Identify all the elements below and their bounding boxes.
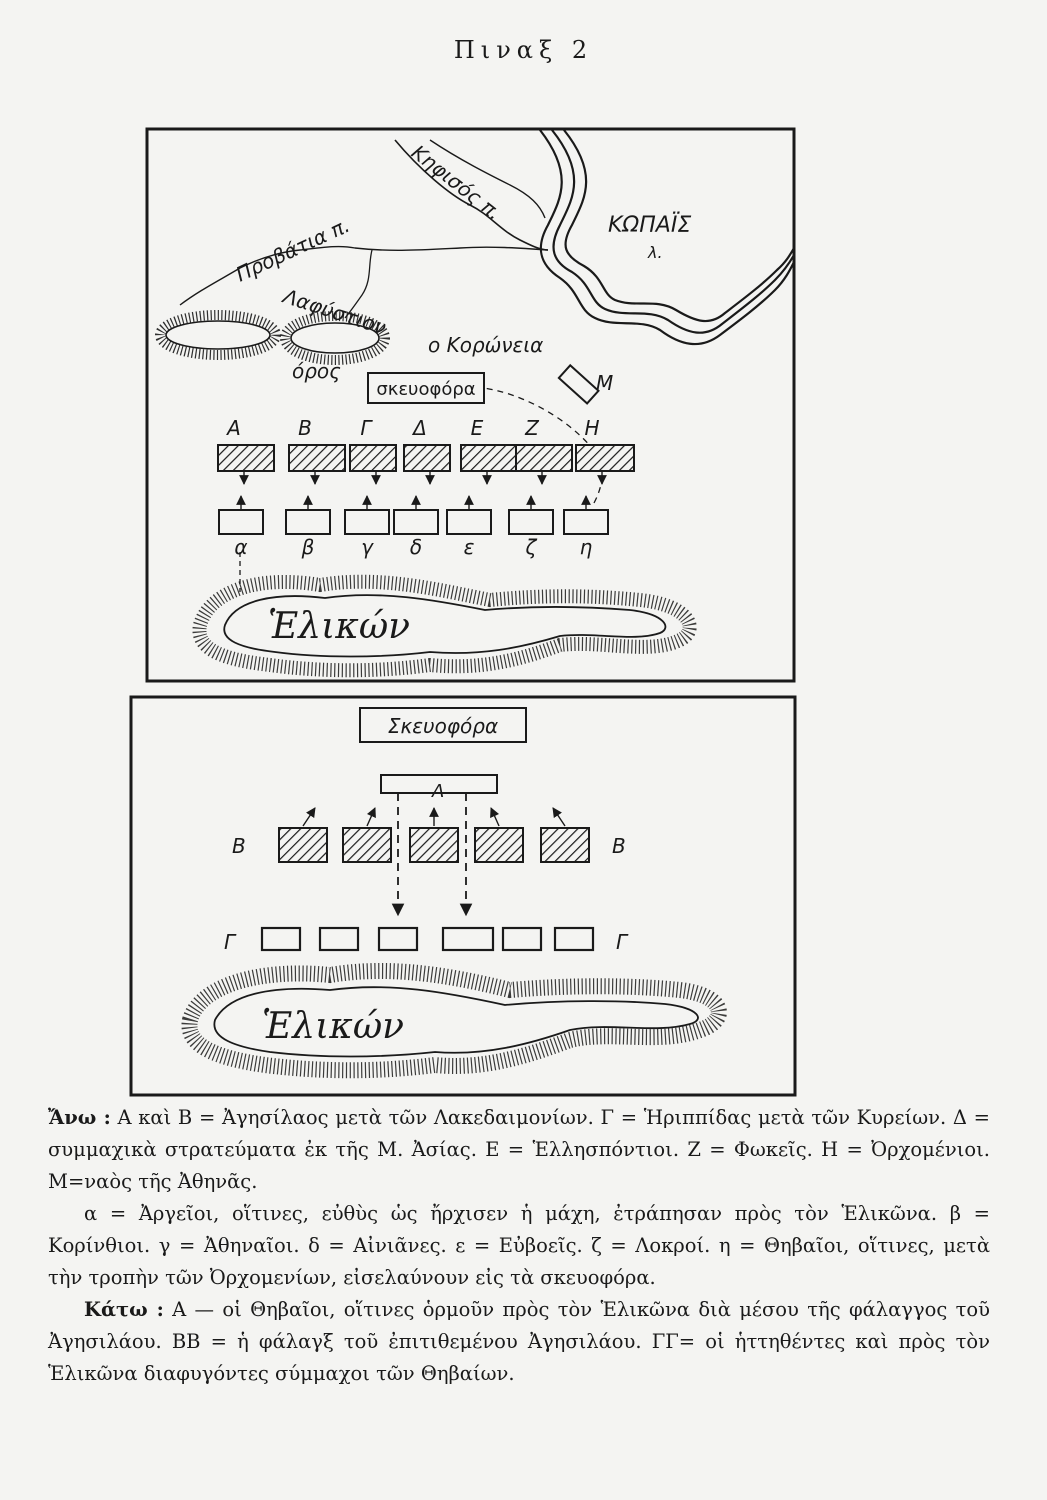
- baggage-label-bottom: Σκευοφόρα: [387, 714, 499, 738]
- defeated-ally-unit-4: [503, 928, 541, 950]
- upper-unit-block-3: [404, 445, 450, 471]
- koroneia-label: ο Κορώνεια: [428, 333, 544, 357]
- caption-text-bottom: Α — οἱ Θηβαῖοι, οἵτινες ὁρμοῦν πρὸς τὸν Ἑλικῶνα διὰ μέσου τῆς φάλαγγος τοῦ Ἀγησιλάου. ΒΒ = ἡ φάλαγξ τοῦ ἐπιτιθεμένου Ἀγησιλάου. ΓΓ= οἱ ἡττηθέντες καὶ πρὸς τὸν Ἑλικῶνα διαφυγόντες σύμμαχοι τῶν Θηβαίων.: [48, 1298, 990, 1385]
- phalanx-unit-1: [343, 828, 391, 862]
- upper-unit-label-6: Η: [584, 416, 600, 440]
- lower-unit-label-5: ζ: [525, 535, 537, 559]
- page-title: Πιναξ 2: [453, 36, 594, 64]
- defeated-ally-unit-5: [555, 928, 593, 950]
- oros-label: όρος: [292, 359, 341, 383]
- caption-para-bottom: [48, 1294, 990, 1390]
- caption-para-lower: α = Ἀργεῖοι, οἵτινες, εὐθὺς ὡς ἤρχισεν ἡ μάχη, ἐτράπησαν πρὸς τὸν Ἑλικῶνα. β = Κορίνθιοι. γ = Ἀθηναῖοι. δ = Αἰνιᾶνες. ε = Εὐβοεῖς. ζ = Λοκροί. η = Θηβαῖοι, οἵτινες, μετὰ τὴν τροπὴν τῶν Ὀρχομενίων, εἰσελαύνουν εἰς τὰ σκευοφόρα.: [48, 1202, 990, 1289]
- helicon-label-bottom: Ἑλικών: [262, 1006, 405, 1047]
- laphystion-label: Λαφύστιον: [280, 283, 390, 340]
- upper-unit-block-2: [350, 445, 396, 471]
- phalanx-arrow-3: [491, 808, 499, 826]
- caption: [48, 1102, 990, 1390]
- temple-label: Μ: [596, 371, 614, 395]
- upper-unit-block-6: [576, 445, 634, 471]
- upper-unit-label-3: Δ: [413, 416, 427, 440]
- phalanx-arrow-1: [367, 808, 375, 826]
- baggage-label-top: σκευοφόρα: [376, 379, 476, 400]
- defeated-ally-unit-2: [379, 928, 417, 950]
- lower-unit-block-3: [394, 510, 438, 534]
- lower-unit-label-2: γ: [361, 535, 373, 559]
- lower-unit-block-4: [447, 510, 491, 534]
- phalanx-unit-3: [475, 828, 523, 862]
- probatia-river: [180, 247, 548, 305]
- upper-unit-block-1: [289, 445, 345, 471]
- label-G-left: Γ: [224, 930, 236, 954]
- caption-head-top: Ἄνω :: [48, 1106, 111, 1129]
- lower-unit-block-1: [286, 510, 330, 534]
- upper-unit-block-0: [218, 445, 274, 471]
- upper-unit-block-4: [461, 445, 517, 471]
- lake-label: ΚΩΠΑΪΣ: [608, 213, 692, 238]
- upper-unit-label-2: Γ: [360, 416, 372, 440]
- upper-unit-label-5: Ζ: [525, 416, 539, 440]
- lower-unit-label-4: ε: [463, 535, 475, 559]
- lower-unit-label-3: δ: [409, 535, 423, 559]
- upper-unit-label-4: Ε: [470, 416, 484, 440]
- probatia-label: Προβάτια π.: [231, 212, 354, 287]
- caption-text-top: Α καὶ Β = Ἀγησίλαος μετὰ τῶν Λακεδαιμονίων. Γ = Ἡριππίδας μετὰ τῶν Κυρείων. Δ = συμμαχικὰ στρατεύματα ἐκ τῆς Μ. Ἀσίας. Ε = Ἑλλησπόντιοι. Ζ = Φωκεῖς. Η = Ὀρχομένιοι. Μ=ναὸς τῆς Ἀθηνᾶς.: [48, 1106, 990, 1193]
- temple-marker: [559, 365, 599, 403]
- caption-para-top: [48, 1102, 990, 1198]
- caption-head-bottom: Κάτω :: [84, 1298, 164, 1321]
- unit-A-label: Α: [432, 781, 445, 802]
- lower-unit-block-0: [219, 510, 263, 534]
- phalanx-arrow-4: [553, 808, 565, 826]
- phalanx-unit-2: [410, 828, 458, 862]
- lower-unit-label-1: β: [301, 535, 315, 559]
- lower-unit-block-5: [509, 510, 553, 534]
- defeated-ally-unit-0: [262, 928, 300, 950]
- kephisos-label: Κηφισός π.: [406, 140, 507, 225]
- lower-unit-label-6: η: [579, 535, 593, 559]
- phalanx-unit-4: [541, 828, 589, 862]
- phalanx-unit-0: [279, 828, 327, 862]
- bottom-map: [131, 697, 795, 1095]
- lower-unit-block-2: [345, 510, 389, 534]
- defeated-ally-unit-3: [443, 928, 493, 950]
- lake-abbrev-label: λ.: [648, 243, 663, 262]
- lower-unit-block-6: [564, 510, 608, 534]
- upper-unit-label-1: Β: [298, 416, 312, 440]
- defeated-ally-unit-1: [320, 928, 358, 950]
- label-B-right: Β: [612, 834, 626, 858]
- upper-unit-block-5: [516, 445, 572, 471]
- phalanx-arrow-0: [303, 808, 315, 826]
- upper-unit-label-0: Α: [227, 416, 241, 440]
- bottom-map-frame: [131, 697, 795, 1095]
- top-map: [147, 129, 794, 681]
- label-B-left: Β: [232, 834, 246, 858]
- lower-unit-label-0: α: [234, 535, 248, 559]
- helicon-label-top: Ἑλικών: [268, 606, 411, 647]
- label-G-right: Γ: [616, 930, 628, 954]
